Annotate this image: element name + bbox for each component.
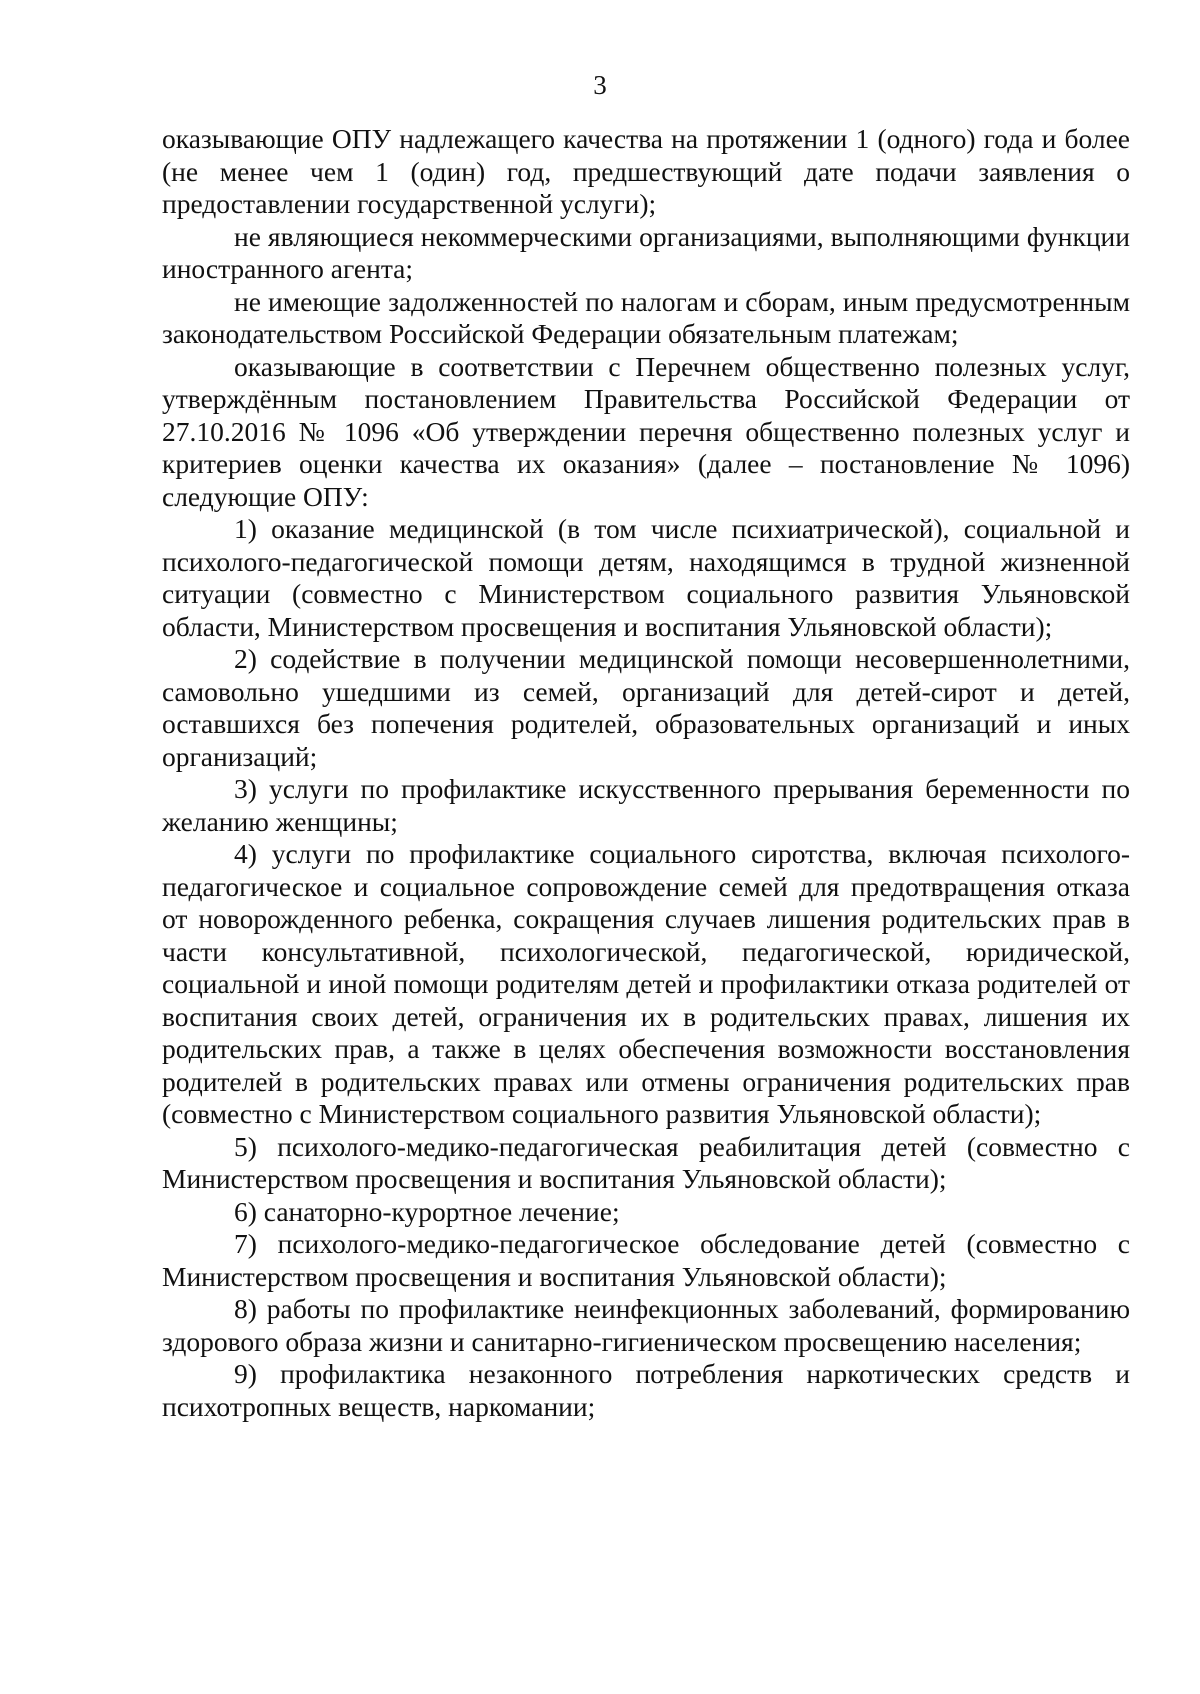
list-item-6: 6) санаторно-курортное лечение;	[234, 1195, 620, 1227]
paragraph-not-foreign-agent: не являющиеся некоммерческими организациями, выполняющими функции иностранного агента;	[162, 220, 1130, 284]
list-item-4: 4) услуги по профилактике социального сиротства, включая психолого-педагогическое и социальное сопровождение семей для предотвращения отказа от новорожденного ребенка, сокращения случаев лишения родительских прав в части консультативной, психологической, педагогической, юридической, социальной и иной помощи родителям детей и профилактики отказа родителей от воспитания своих детей, ограничения их в родительских правах, лишения их родительских прав, а также в целях обеспечения возможности восстановления родителей в родительских правах или отмены ограничения родительских прав (совместно с Министерством социального развития Ульяновской области);	[162, 838, 1130, 1129]
page-number: 3	[593, 70, 607, 100]
document-body	[162, 123, 1130, 1423]
paragraph-continuation: оказывающие ОПУ надлежащего качества на протяжении 1 (одного) года и более (не менее чем 1 (один) год, предшествующий дате подачи заявления о предоставлении государственной услуги);	[162, 123, 1130, 219]
list-item-9: 9) профилактика незаконного потребления наркотических средств и психотропных веществ, наркомании;	[162, 1358, 1130, 1422]
paragraph-opu-list-intro: оказывающие в соответствии с Перечнем общественно полезных услуг, утверждённым постановлением Правительства Российской Федерации от 27.10.2016 № 1096 «Об утверждении перечня общественно полезных услуг и критериев оценки качества их оказания» (далее – постановление № 1096) следующие ОПУ:	[162, 350, 1130, 512]
paragraph-no-tax-debts: не имеющие задолженностей по налогам и сборам, иным предусмотренным законодательством Российской Федерации обязательным платежам;	[162, 285, 1130, 349]
list-item-8: 8) работы по профилактике неинфекционных заболеваний, формированию здорового образа жизни и санитарно-гигиеническом просвещению населения;	[162, 1293, 1130, 1357]
list-item-3: 3) услуги по профилактике искусственного прерывания беременности по желанию женщины;	[162, 773, 1130, 837]
list-item-2: 2) содействие в получении медицинской помощи несовершеннолетними, самовольно ушедшими из семей, организаций для детей-сирот и детей, оставшихся без попечения родителей, образовательных организаций и иных организаций;	[162, 643, 1130, 772]
list-item-7: 7) психолого-медико-педагогическое обследование детей (совместно с Министерством просвещения и воспитания Ульяновской области);	[162, 1228, 1130, 1292]
list-item-1: 1) оказание медицинской (в том числе психиатрической), социальной и психолого-педагогической помощи детям, находящимся в трудной жизненной ситуации (совместно с Министерством социального развития Ульяновской области, Министерством просвещения и воспитания Ульяновской области);	[162, 513, 1130, 642]
list-item-5: 5) психолого-медико-педагогическая реабилитация детей (совместно с Министерством просвещения и воспитания Ульяновской области);	[162, 1130, 1130, 1194]
